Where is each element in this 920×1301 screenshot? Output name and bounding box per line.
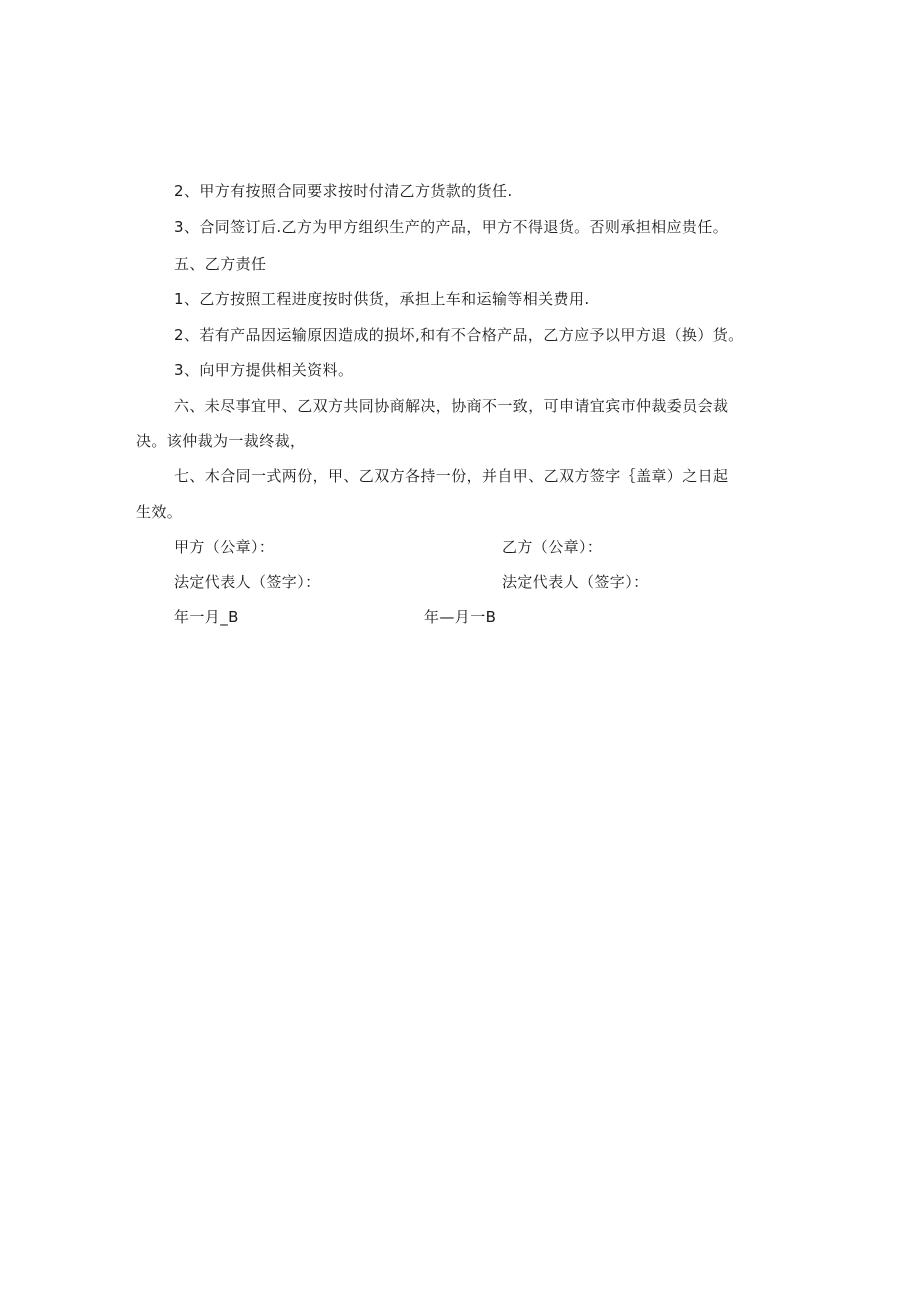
clause-paragraph: 3、向甲方提供相关资料。 [174,361,354,379]
clause-paragraph-continuation: 决。该仲裁为一裁终裁， [136,432,306,450]
clause-paragraph: 六、未尽事宜甲、乙双方共同协商解决，协商不一致，可申请宜宾市仲裁委员会裁 [174,397,729,415]
clause-paragraph: 2、甲方有按照合同要求按时付清乙方货款的货任. [174,182,513,200]
section-heading: 五、乙方责任 [174,255,267,273]
party-a-representative-label: 法定代表人（签字）： [174,573,321,591]
clause-paragraph: 1、乙方按照工程进度按时供货，承担上车和运输等相关费用. [174,290,590,308]
party-b-representative-label: 法定代表人（签字）： [502,573,649,591]
clause-paragraph: 2、若有产品因运输原因造成的损坏,和有不合格产品，乙方应予以甲方退（换）货。 [174,326,744,344]
party-a-date-label: 年一月_B [174,608,239,626]
party-a-seal-label: 甲方（公章）： [174,538,275,556]
clause-paragraph: 七、木合同一式两份，甲、乙双方各持一份，并自甲、乙双方签字｛盖章）之日起 [174,467,729,485]
clause-paragraph: 3、合同签订后.乙方为甲方组织生产的产品，甲方不得退货。否则承担相应贵任。 [174,218,729,236]
clause-paragraph-continuation: 生效。 [136,503,183,521]
party-b-seal-label: 乙方（公章）： [502,538,603,556]
party-b-date-label: 年—月一B [424,608,497,626]
